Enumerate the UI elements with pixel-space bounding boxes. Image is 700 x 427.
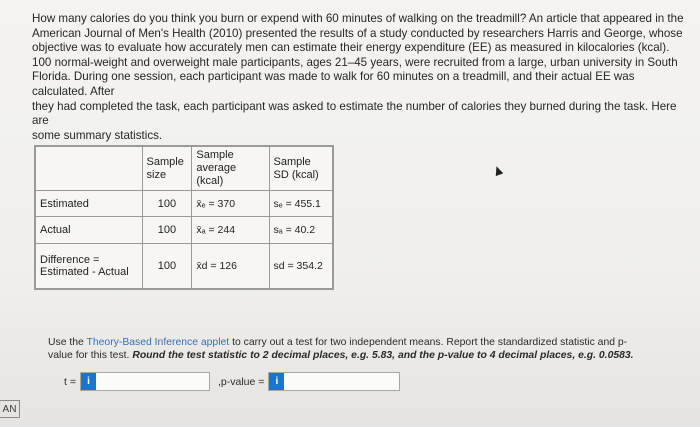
info-icon[interactable]: i: [269, 373, 284, 390]
row-label-difference-line1: Difference =: [40, 253, 100, 266]
instructions-middle: to carry out a test for two independent means. Report the standardized statistic and p-: [229, 337, 628, 348]
header-sample-size: [142, 147, 192, 191]
question-line: they had completed the task, each participant was asked to estimate the number of calories they burned during the task. Here are: [32, 99, 677, 128]
question-text: [32, 12, 692, 143]
header-sample-average: [192, 147, 269, 191]
cell-size: 100: [142, 243, 192, 288]
instructions-prefix: Use the: [48, 337, 87, 348]
row-label-difference-line2: Estimated - Actual: [40, 265, 129, 278]
cell-sd: sₑ = 455.1: [269, 191, 333, 217]
summary-statistics-table: [34, 145, 334, 290]
table-row: [36, 191, 333, 217]
header-sd-line2: SD (kcal): [273, 168, 319, 181]
question-line: some summary statistics.: [32, 128, 163, 142]
header-sample-sd: [269, 147, 333, 191]
row-label-difference: [36, 243, 143, 288]
header-avg-line1: Sample: [196, 149, 234, 161]
cell-sd: sd = 354.2: [269, 243, 333, 288]
side-tab[interactable]: AN: [0, 400, 20, 418]
p-value-label-text: p-value =: [220, 375, 265, 388]
cell-average: x̄ₐ = 244: [192, 217, 269, 243]
cell-size: 100: [142, 191, 192, 217]
header-size-line2: size: [146, 168, 167, 181]
info-icon[interactable]: i: [81, 373, 96, 390]
question-line: American Journal of Men's Health (2010) presented the results of a study conducted by researchers Harris and George, whose: [32, 26, 683, 40]
cell-average: x̄ₑ = 370: [192, 191, 269, 217]
separator: ,: [217, 375, 221, 388]
instructions-line1: [48, 336, 668, 349]
question-line: How many calories do you think you burn or expend with 60 minutes of walking on the treadmill? An article that appeared in the: [32, 12, 684, 25]
question-line: 100 normal-weight and overweight male participants, ages 21–45 years, were recruited from a large, urban university in South: [32, 55, 678, 69]
header-size-line1: Sample: [146, 155, 184, 168]
table-row: [36, 243, 333, 288]
header-empty: [36, 147, 143, 191]
p-value-input[interactable]: [268, 372, 400, 391]
table-row: [36, 217, 333, 243]
header-sd-line1: Sample: [273, 155, 311, 168]
answer-row: [64, 372, 400, 391]
instructions-text: [48, 336, 668, 362]
applet-link[interactable]: Theory-Based Inference applet: [86, 337, 230, 348]
row-label-estimated: Estimated: [36, 191, 143, 217]
question-line: objective was to evaluate how accurately men can estimate their energy expenditure (EE) as measured in kilocalories (kcal).: [32, 41, 670, 55]
t-statistic-input[interactable]: [80, 372, 210, 391]
cell-sd: sₐ = 40.2: [269, 217, 333, 243]
row-label-actual: Actual: [36, 217, 143, 243]
cell-average: x̄d = 126: [192, 243, 269, 288]
instructions-line2-plain: value for this test.: [48, 350, 133, 361]
instructions-line2: [48, 349, 668, 362]
cell-size: 100: [142, 217, 192, 243]
question-line: Florida. During one session, each participant was made to walk for 60 minutes on a treadmill, and their actual EE was calculated. After: [32, 70, 635, 98]
header-avg-line2: average (kcal): [196, 162, 237, 187]
mouse-cursor-icon: [493, 165, 504, 176]
rounding-instructions: Round the test statistic to 2 decimal places, e.g. 5.83, and the p-value to 4 decimal places, e.g. 0.0583.: [132, 350, 634, 361]
p-value-label: [218, 376, 264, 388]
table-header-row: [36, 147, 333, 191]
t-label: t =: [64, 375, 76, 388]
